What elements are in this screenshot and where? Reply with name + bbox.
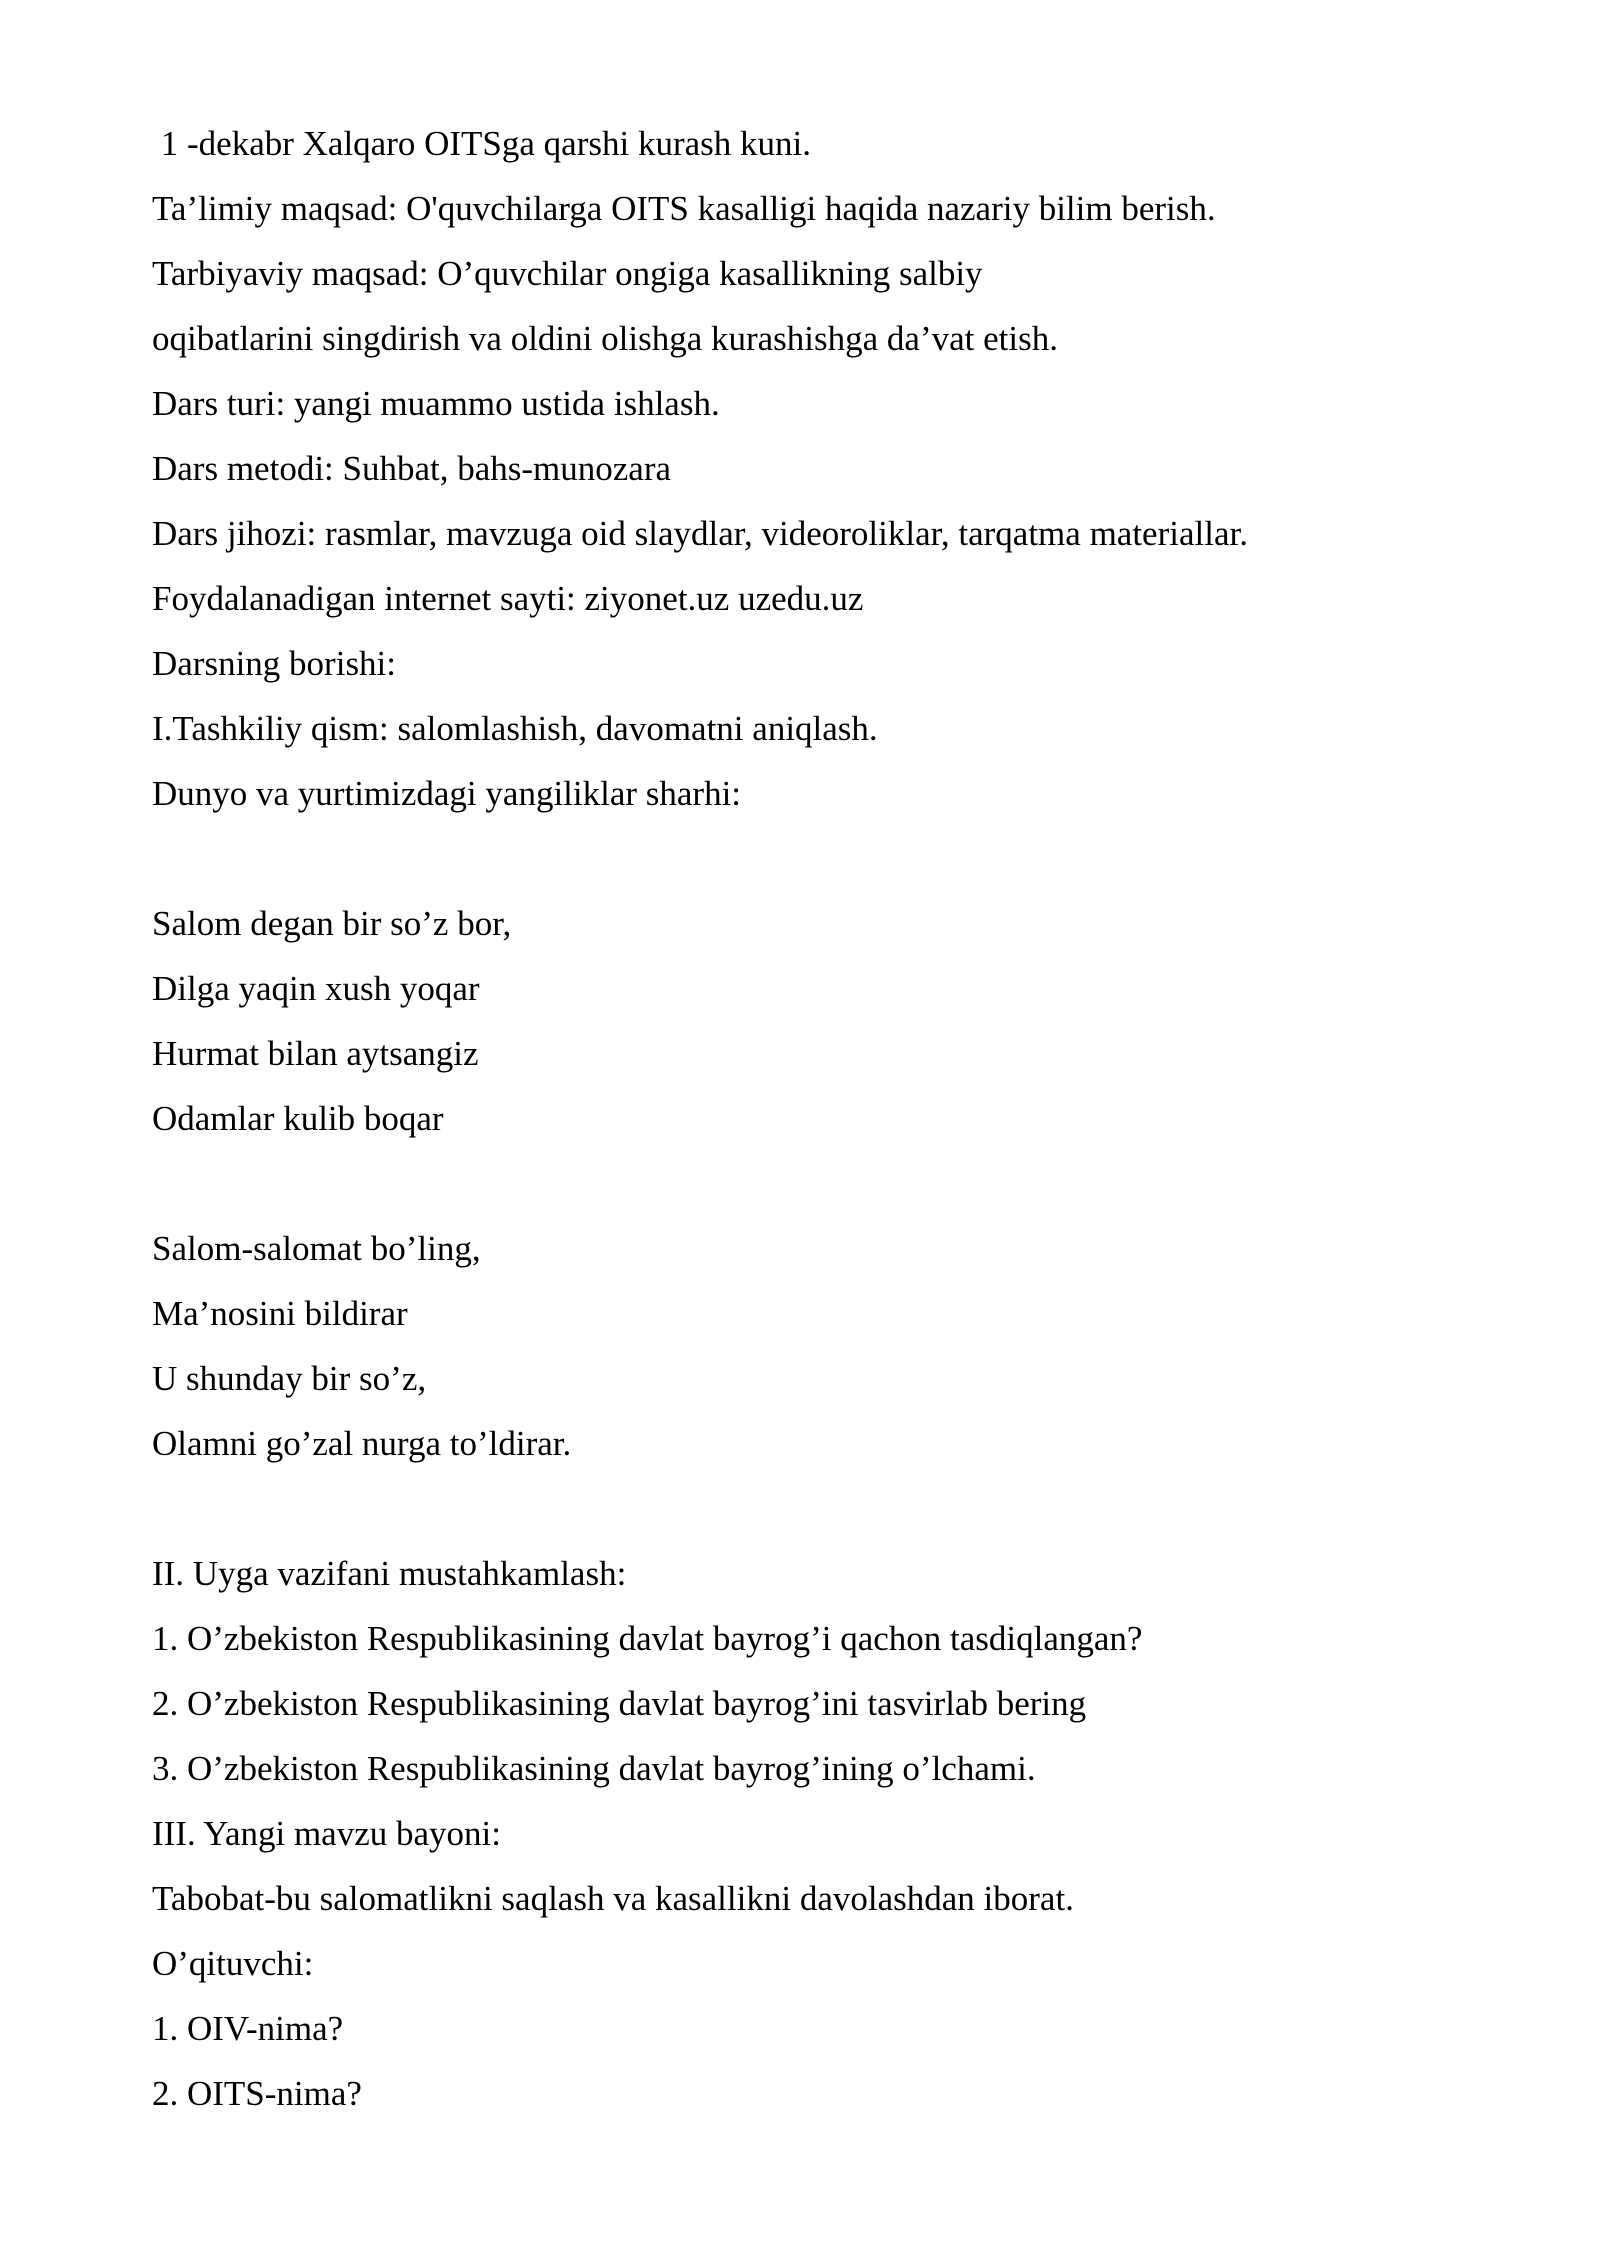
new-topic-heading: III. Yangi mavzu bayoni:: [152, 1814, 501, 1853]
news-review-line: Dunyo va yurtimizdagi yangiliklar sharhi:: [152, 774, 742, 813]
poem-line: U shunday bir so’z,: [152, 1359, 427, 1398]
internet-sites-line: Foydalanadigan internet sayti: ziyonet.uz uzedu.uz: [152, 579, 864, 618]
upbringing-goal-line: Tarbiyaviy maqsad: O’quvchilar ongiga kasallikning salbiy: [152, 254, 983, 293]
blank-line: [152, 1476, 1452, 1541]
lesson-progress-heading: Darsning borishi:: [152, 644, 397, 683]
homework-question-3: 3. O’zbekiston Respublikasining davlat bayrog’ining o’lchami.: [152, 1749, 1036, 1788]
blank-line: [152, 826, 1452, 891]
organizational-part-line: I.Tashkiliy qism: salomlashish, davomatni aniqlash.: [152, 709, 878, 748]
document-title: 1 -dekabr Xalqaro OITSga qarshi kurash kuni.: [152, 124, 811, 163]
poem-line: Hurmat bilan aytsangiz: [152, 1034, 479, 1073]
lesson-method-line: Dars metodi: Suhbat, bahs-munozara: [152, 449, 672, 488]
section-2: [152, 1541, 1452, 2126]
educational-goal-line: Ta’limiy maqsad: O'quvchilarga OITS kasalligi haqida nazariy bilim berish.: [152, 189, 1216, 228]
homework-heading: II. Uyga vazifani mustahkamlash:: [152, 1554, 627, 1593]
poem-stanza-1: [152, 891, 1452, 1151]
poem-line: Salom-salomat bo’ling,: [152, 1229, 481, 1268]
poem-stanza-2: [152, 1216, 1452, 1476]
blank-line: [152, 1151, 1452, 1216]
lesson-header: [152, 111, 1452, 826]
question-hiv: 1. OIV-nima?: [152, 2009, 344, 2048]
poem-line: Ma’nosini bildirar: [152, 1294, 408, 1333]
upbringing-goal-continuation: oqibatlarini singdirish va oldini olishga kurashishga da’vat etish.: [152, 319, 1058, 358]
teacher-label: O’qituvchi:: [152, 1944, 314, 1983]
medicine-definition-line: Tabobat-bu salomatlikni saqlash va kasallikni davolashdan iborat.: [152, 1879, 1074, 1918]
poem-line: Dilga yaqin xush yoqar: [152, 969, 480, 1008]
homework-question-1: 1. O’zbekiston Respublikasining davlat bayrog’i qachon tasdiqlangan?: [152, 1619, 1143, 1658]
document-body: [152, 111, 1452, 2126]
lesson-type-line: Dars turi: yangi muammo ustida ishlash.: [152, 384, 720, 423]
homework-question-2: 2. O’zbekiston Respublikasining davlat bayrog’ini tasvirlab bering: [152, 1684, 1087, 1723]
question-aids: 2. OITS-nima?: [152, 2074, 362, 2113]
lesson-equipment-line: Dars jihozi: rasmlar, mavzuga oid slaydlar, videoroliklar, tarqatma materiallar.: [152, 514, 1248, 553]
poem-line: Salom degan bir so’z bor,: [152, 904, 512, 943]
poem-line: Odamlar kulib boqar: [152, 1099, 444, 1138]
poem-line: Olamni go’zal nurga to’ldirar.: [152, 1424, 572, 1463]
